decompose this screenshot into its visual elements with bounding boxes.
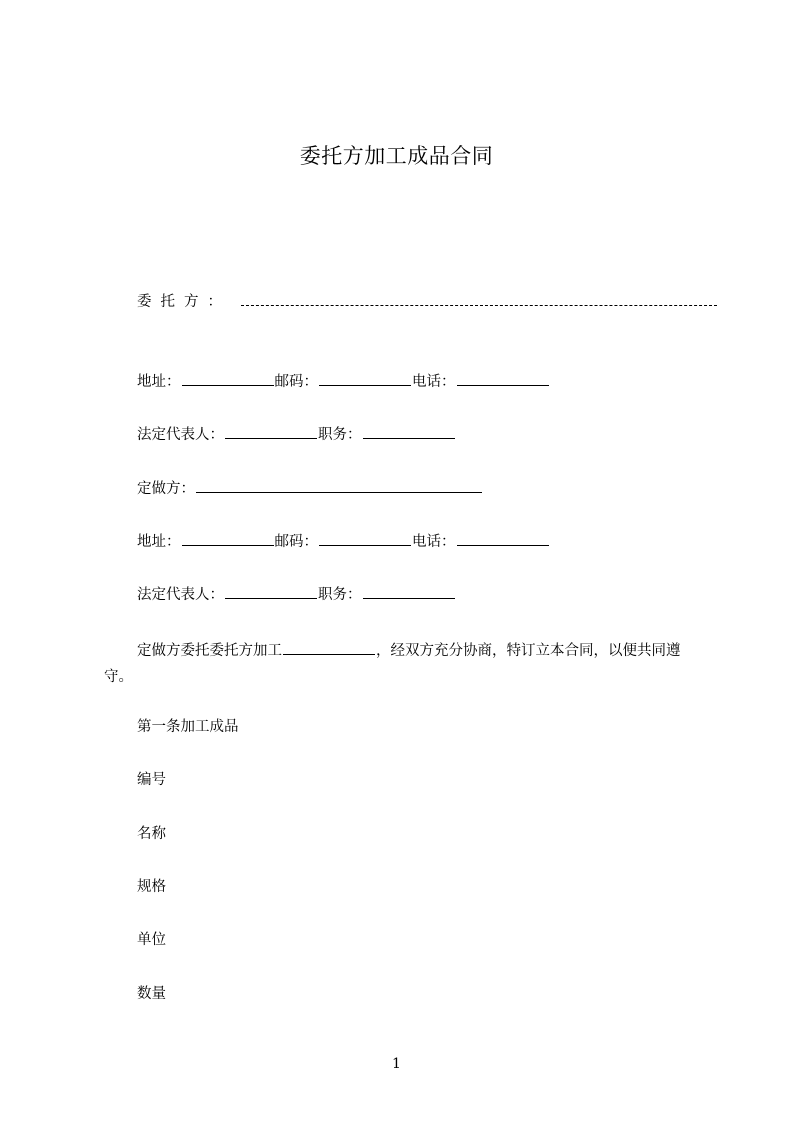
contractor-address-line [137,531,550,552]
contractor-postcode-label: 邮码： [274,534,318,550]
preamble-after: ，经双方充分协商，特订立本合同，以便共同遵守。 [104,643,681,685]
article1-heading: 第一条加工成品 [137,719,239,735]
client-rep-line [137,424,456,445]
client-phone-label: 电话： [412,374,456,390]
preamble-paragraph [104,638,706,690]
contractor-address-blank[interactable] [182,531,274,546]
contractor-line [137,478,483,499]
field-specification: 规格 [137,879,166,895]
contractor-rep-line [137,584,456,605]
contractor-rep-label: 法定代表人： [137,587,224,603]
contractor-postcode-blank[interactable] [319,531,411,546]
contractor-rep-blank[interactable] [225,584,317,599]
client-position-label: 职务： [318,427,362,443]
client-rep-label: 法定代表人： [137,427,224,443]
page-number: 1 [392,1056,401,1072]
processed-item-blank[interactable] [283,640,375,655]
field-serial-number: 编号 [137,772,166,788]
client-name-blank[interactable] [241,293,717,306]
client-address-label: 地址： [137,374,181,390]
client-label: 委托方： [137,294,231,310]
contractor-label: 定做方： [137,481,195,497]
contractor-phone-label: 电话： [412,534,456,550]
field-quantity: 数量 [137,986,166,1002]
client-address-line [137,371,550,392]
client-rep-blank[interactable] [225,424,317,439]
client-postcode-label: 邮码： [274,374,318,390]
contractor-address-label: 地址： [137,534,181,550]
document-title: 委托方加工成品合同 [299,144,494,168]
contractor-name-blank[interactable] [196,478,482,493]
client-position-blank[interactable] [363,424,455,439]
field-unit: 单位 [137,932,166,948]
contractor-phone-blank[interactable] [457,531,549,546]
client-postcode-blank[interactable] [319,371,411,386]
contractor-position-label: 职务： [318,587,362,603]
contractor-position-blank[interactable] [363,584,455,599]
client-phone-blank[interactable] [457,371,549,386]
field-name: 名称 [137,826,166,842]
client-address-blank[interactable] [182,371,274,386]
client-line [137,292,717,312]
preamble-before: 定做方委托委托方加工 [137,643,282,659]
